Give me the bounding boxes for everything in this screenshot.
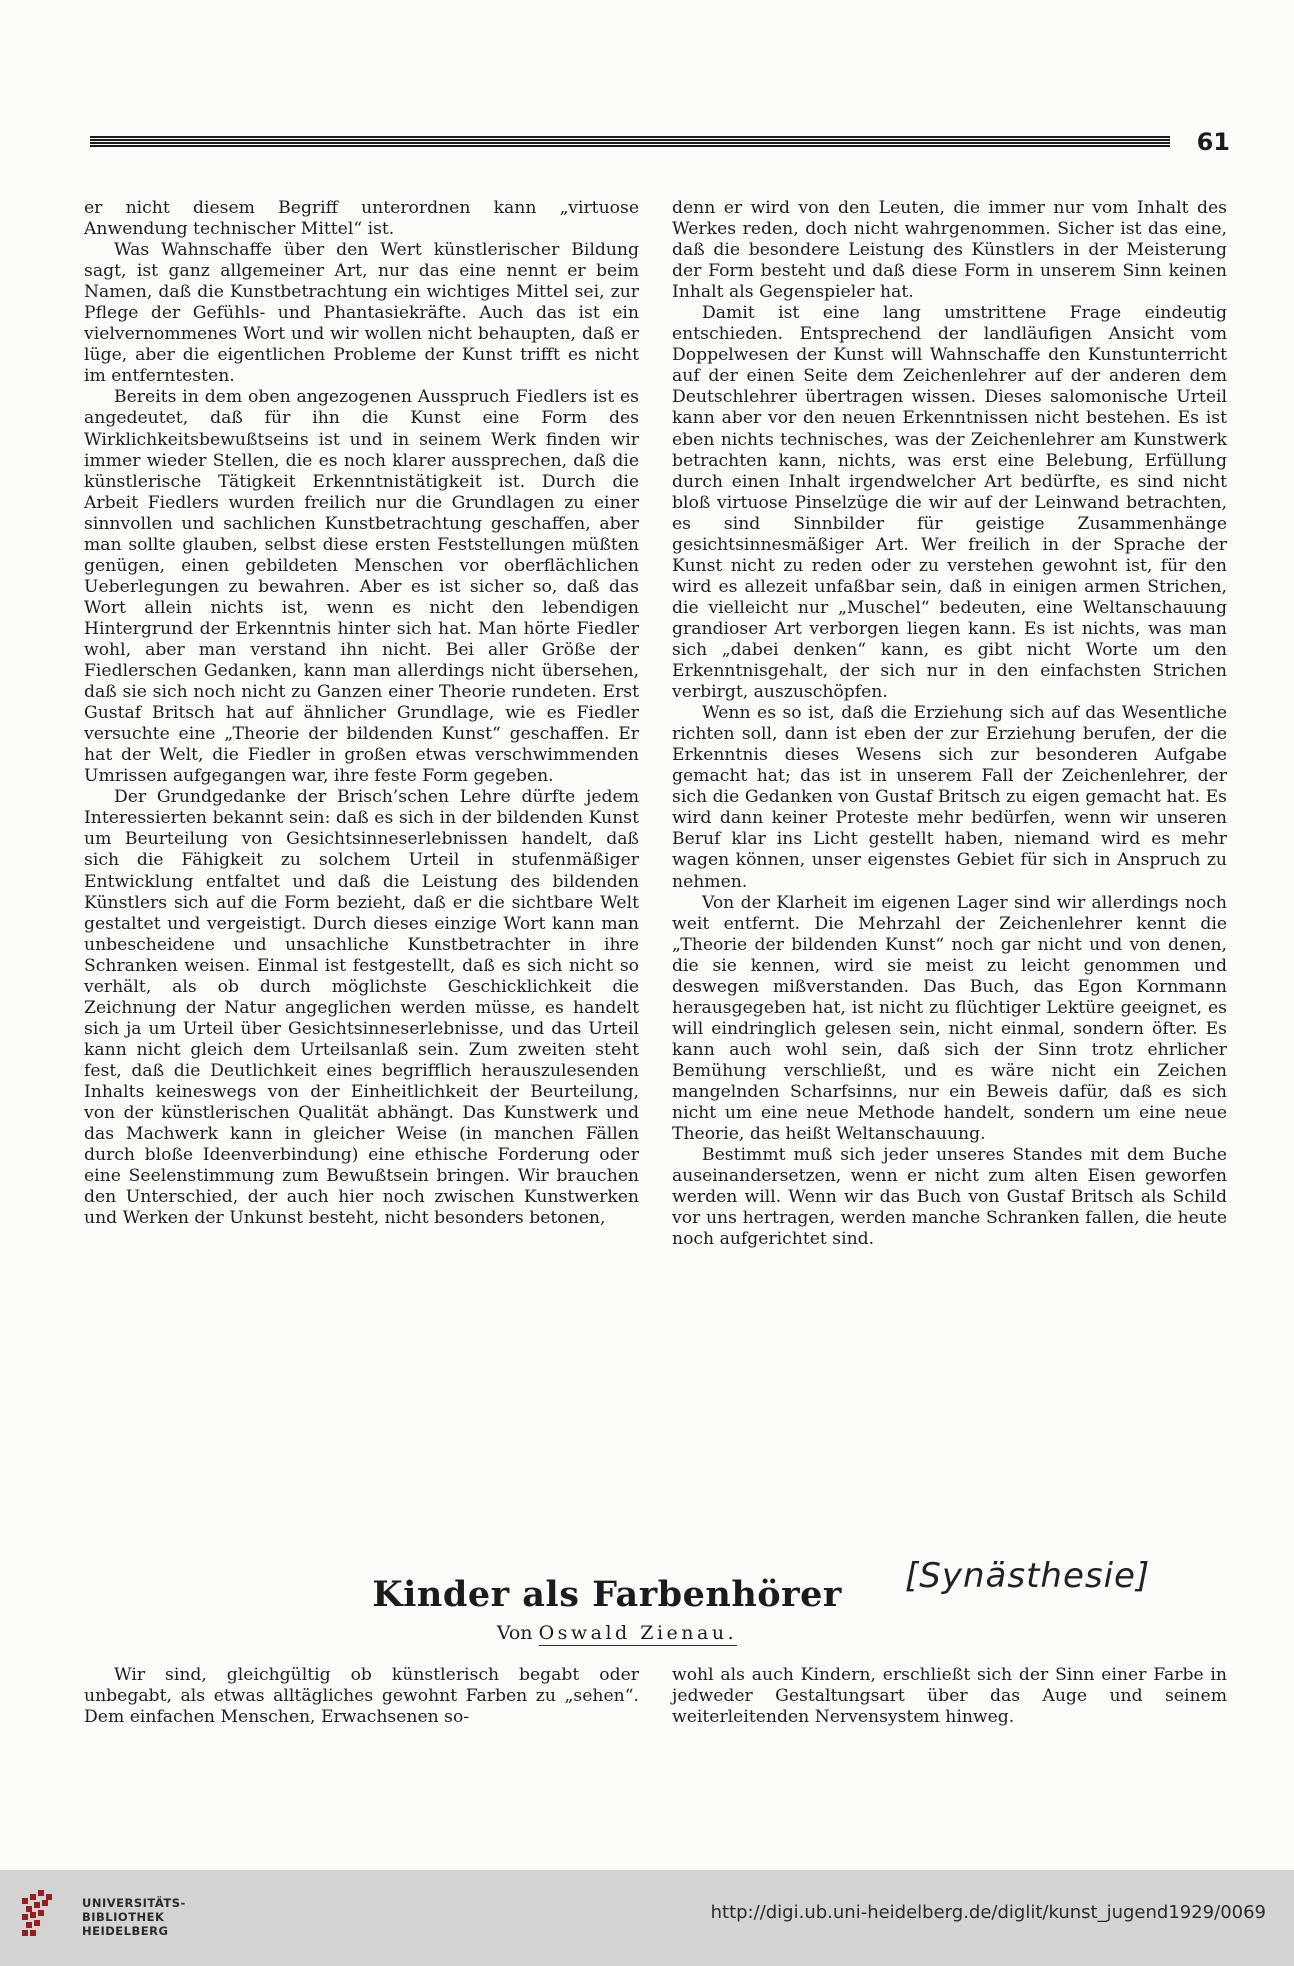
library-logo-icon	[22, 1890, 74, 1942]
paragraph: Von der Klarheit im eigenen Lager sind wir allerdings noch weit entfernt. Die Mehrzahl der Zeichenlehrer kennt die „Theorie der bildenden Kunst“ noch gar nicht und von denen, die sie kennen, wird sie meist zu leicht genommen und deswegen mißverstanden. Das Buch, das Egon Kornmann herausgegeben hat, ist nicht zu flüchtiger Lektüre geeignet, es will eindringlich gelesen sein, nicht einmal, sondern öfter. Es kann auch wohl sein, daß sich der Sinn trotz ehrlicher Bemühung verschließt, und es wäre nicht ein Zeichen mangelnden Scharfsinns, nur ein Beweis dafür, daß es sich nicht um eine neue Methode handelt, sondern um eine neue Theorie, das heißt Weltanschauung.	[672, 892, 1227, 1145]
article-right-column	[672, 1665, 1227, 1728]
source-url[interactable]: http://digi.ub.uni-heidelberg.de/diglit/kunst_jugend1929/0069	[710, 1902, 1266, 1923]
byline-prefix: Von	[496, 1622, 533, 1644]
paragraph: denn er wird von den Leuten, die immer nur vom Inhalt des Werkes reden, doch nicht wahrgenommen. Sicher ist das eine, daß die besondere Leistung des Künstlers in der Meisterung der Form besteht und daß diese Form in unserem Sinn keinen Inhalt als Gegenspieler hat.	[672, 198, 1227, 303]
paragraph: er nicht diesem Begriff unterordnen kann „virtuose Anwendung technischer Mittel“ ist.	[84, 198, 639, 240]
byline	[497, 1622, 737, 1644]
paragraph: Was Wahnschaffe über den Wert künstlerischer Bildung sagt, ist ganz allgemeiner Art, nur das eine nennt er beim Namen, daß die Kunstbetrachtung ein wichtiges Mittel sei, zur Pflege der Gefühls- und Phantasiekräfte. Auch das ist ein vielvernommenes Wort und wir wollen nicht behaupten, daß er lüge, aber die eigentlichen Probleme der Kunst trifft es nicht im entferntesten.	[84, 240, 639, 387]
paragraph: Damit ist eine lang umstrittene Frage eindeutig entschieden. Entsprechend der landläufigen Ansicht vom Doppelwesen der Kunst will Wahnschaffe den Kunstunterricht auf der einen Seite dem Zeichenlehrer auf der anderen dem Deutschlehrer übertragen wissen. Dieses salomonische Urteil kann aber vor den neuen Erkenntnissen nicht bestehen. Es ist eben nichts technisches, was der Zeichenlehrer am Kunstwerk betrachten kann, nichts, was erst eine Belebung, Erfüllung durch einen Inhalt irgendwelcher Art bedürfte, es sind nicht bloß virtuose Pinselzüge die wir auf der Leinwand betrachten, es sind Sinnbilder für geistige Zusammenhänge gesichtsinnesmäßiger Art. Wer freilich in der Sprache der Kunst nicht zu reden oder zu verstehen gewohnt ist, für den wird es allezeit unfaßbar sein, daß in einigen armen Strichen, die vielleicht nur „Muschel“ bedeuten, eine Weltanschauung grandioser Art verborgen liegen kann. Es ist nichts, was man sich „dabei denken“ kann, es gibt nicht Worte um den Erkenntnisgehalt, der sich nur in den einfachsten Strichen verbirgt, auszuschöpfen.	[672, 303, 1227, 703]
library-name: UNIVERSITÄTS- BIBLIOTHEK HEIDELBERG	[82, 1896, 186, 1938]
header-rule	[90, 136, 1170, 147]
author-name: Oswald Zienau.	[538, 1622, 738, 1644]
paragraph: Der Grundgedanke der Brisch’schen Lehre dürfte jedem Interessierten bekannt sein: daß es sich in der bildenden Kunst um Beurteilung von Gesichtsinneserlebnissen handelt, daß sich die Fähigkeit zu solchem Urteil in stufenmäßiger Entwicklung entfaltet und daß die Leistung des bildenden Künstlers sich auf die Form bezieht, daß er die sichtbare Welt gestaltet und vergeistigt. Durch dieses einzige Wort kann man unbescheidene und unsachliche Kunstbetrachter in ihre Schranken weisen. Einmal ist festgestellt, daß es sich nicht so verhält, als ob durch möglichste Geschicklichkeit die Zeichnung der Natur angeglichen werden müsse, es handelt sich ja um Urteil über Gesichtsinneserlebnisse, und das Urteil kann nicht gleich dem Urteilsanlaß sein. Zum zweiten steht fest, daß die Deutlichkeit eines begrifflich herauszulesenden Inhalts keineswegs von der Einheitlichkeit der Beurteilung, von der künstlerischen Qualität abhängt. Das Kunstwerk und das Machwerk kann in gleicher Weise (in manchen Fällen durch bloße Ideenverbindung) eine ethische Forderung oder eine Seelenstimmung zum Bewußtsein bringen. Wir brauchen den Unterschied, der auch hier noch zwischen Kunstwerken und Werken der Unkunst besteht, nicht besonders betonen,	[84, 787, 639, 1229]
handwritten-annotation: [Synästhesie]	[905, 1556, 1151, 1596]
byline-row	[0, 1622, 1294, 1644]
paragraph: Bereits in dem oben angezogenen Ausspruch Fiedlers ist es angedeutet, daß für ihn die Kunst eine Form des Wirklichkeitsbewußtseins ist und in seinem Werk finden wir immer wieder Stellen, die es noch klarer aussprechen, daß die künstlerische Tätigkeit Erkenntnistätigkeit ist. Durch die Arbeit Fiedlers wurden freilich nur die Grundlagen zu einer sinnvollen und sachlichen Kunstbetrachtung geschaffen, aber man sollte glauben, selbst diese ersten Feststellungen müßten genügen, einen gebildeten Menschen vor oberflächlichen Ueberlegungen zu bewahren. Aber es ist sicher so, daß das Wort allein nichts ist, wenn es nicht den lebendigen Hintergrund der Erkenntnis hinter sich hat. Man hörte Fiedler wohl, aber man verstand ihn nicht. Bei aller Größe der Fiedlerschen Gedanken, kann man allerdings nicht übersehen, daß sie sich noch nicht zu Ganzen einer Theorie rundeten. Erst Gustaf Britsch hat auf ähnlicher Grundlage, wie es Fiedler versuchte eine „Theorie der bildenden Kunst“ geschaffen. Er hat der Welt, die Fiedler in großen etwas verschwimmenden Umrissen aufgegangen war, ihre feste Form gegeben.	[84, 387, 639, 787]
page-number: 61	[1196, 128, 1230, 156]
right-column	[672, 198, 1227, 1250]
footer-bar	[0, 1870, 1294, 1966]
left-column	[84, 198, 639, 1229]
paragraph: Bestimmt muß sich jeder unseres Standes mit dem Buche auseinandersetzen, wenn er nicht zum alten Eisen geworfen werden will. Wenn wir das Buch von Gustaf Britsch als Schild vor uns hertragen, werden manche Schranken fallen, die heute noch aufgerichtet sind.	[672, 1145, 1227, 1250]
article-left-column	[84, 1665, 639, 1728]
article-title: Kinder als Farbenhörer	[372, 1574, 842, 1615]
paragraph: Wenn es so ist, daß die Erziehung sich auf das Wesentliche richten soll, dann ist eben der zur Erziehung berufen, der die Erkenntnis dieses Wesens sich zur besonderen Aufgabe gemacht hat; das ist in unserem Fall der Zeichenlehrer, der sich die Gedanken von Gustaf Britsch zu eigen gemacht hat. Es wird dann keiner Proteste mehr bedürfen, wenn wir unseren Beruf klar ins Licht gestellt haben, niemand wird es mehr wagen können, unser eigenstes Gebiet für sich in Anspruch zu nehmen.	[672, 703, 1227, 892]
paragraph: Wir sind, gleichgültig ob künstlerisch begabt oder unbegabt, als etwas alltägliches gewohnt Farben zu „sehen“. Dem einfachen Menschen, Erwachsenen so-	[84, 1665, 639, 1728]
paragraph: wohl als auch Kindern, erschließt sich der Sinn einer Farbe in jedweder Gestaltungsart über das Auge und seinem weiterleitenden Nervensystem hinweg.	[672, 1665, 1227, 1728]
